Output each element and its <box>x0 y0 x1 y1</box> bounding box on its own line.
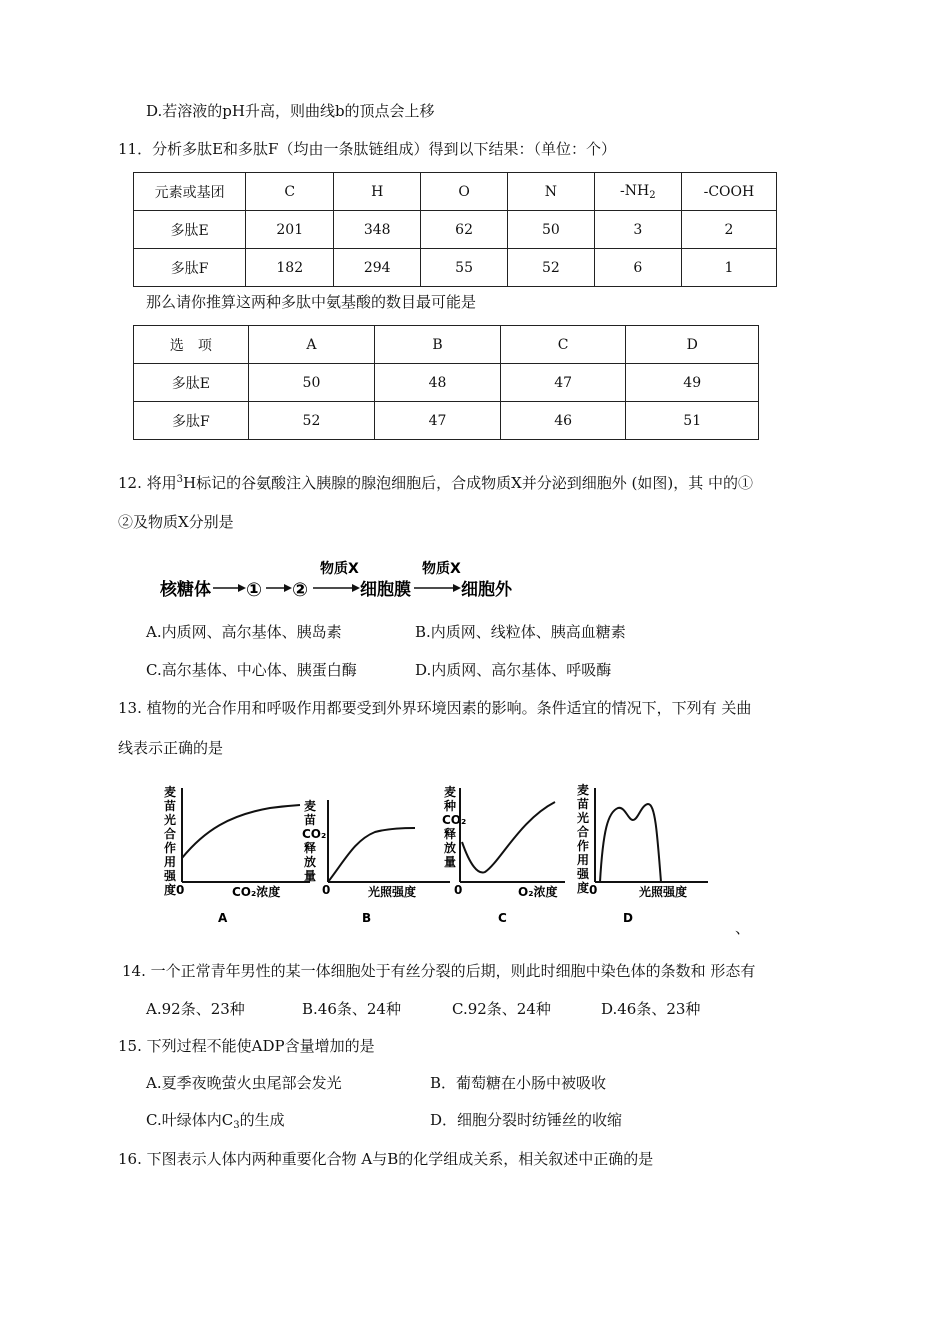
table-cell: 52 <box>507 249 594 287</box>
table-header: H <box>334 173 421 211</box>
q11-table-options <box>133 325 759 440</box>
table-row <box>134 173 777 211</box>
q15-option-a: A.夏季夜晚萤火虫尾部会发光 <box>146 1074 342 1092</box>
graph-curve <box>462 802 555 873</box>
q12-option-b: B.内质网、线粒体、胰高血糖素 <box>415 623 626 641</box>
table-cell: 6 <box>594 249 681 287</box>
graph-ylabel-char: 用 <box>164 855 177 869</box>
table-cell: 50 <box>507 211 594 249</box>
graph-ylabel-char: 麦 <box>444 785 457 799</box>
graph-origin: 0 <box>589 883 598 897</box>
graph-ylabel-char: 放 <box>444 841 457 855</box>
q14-stem: 14. 一个正常青年男性的某一体细胞处于有丝分裂的后期，则此时细胞中染色体的条数和 形态有 <box>122 962 756 980</box>
q11-stem: 11．分析多肽E和多肽F（均由一条肽链组成）得到以下结果：（单位：个） <box>118 140 616 158</box>
q15-option-c <box>146 1110 285 1136</box>
graph-ylabel-char: 苗 <box>577 797 590 811</box>
table-cell: 348 <box>334 211 421 249</box>
table-cell: 多肽E <box>134 364 249 402</box>
q11-prompt: 那么请你推算这两种多肽中氨基酸的数目最可能是 <box>146 293 477 311</box>
q12-option-a: A.内质网、高尔基体、胰岛素 <box>146 623 342 641</box>
table-row <box>134 364 759 402</box>
table-header: D <box>626 326 759 364</box>
table-cell: 62 <box>421 211 508 249</box>
flow-node-1: ① <box>246 579 263 601</box>
graph-ylabel-char: 麦 <box>304 799 317 813</box>
q13-stem: 13. 植物的光合作用和呼吸作用都要受到外界环境因素的影响。条件适宜的情况下，下列有 关曲 <box>118 699 752 717</box>
q15-option-b: B．葡萄糖在小肠中被吸收 <box>430 1074 607 1092</box>
table-cell: 50 <box>248 364 375 402</box>
q14-option-b: B.46条、24种 <box>302 1000 401 1018</box>
q12-option-d: D.内质网、高尔基体、呼吸酶 <box>415 661 612 679</box>
table-header: -COOH <box>681 173 776 211</box>
graph-xlabel: 光照强度 <box>368 885 417 899</box>
table-cell: 2 <box>681 211 776 249</box>
graph-ylabel-char: 作 <box>577 839 590 853</box>
graph-ylabel-char: 释 <box>304 841 317 855</box>
table-cell: 48 <box>375 364 501 402</box>
graph-letter: D <box>623 911 633 925</box>
graph-ylabel-char: 量 <box>444 855 457 869</box>
flow-node-outside: 细胞外 <box>461 580 512 600</box>
table-cell: 46 <box>500 402 626 440</box>
table-header: O <box>421 173 508 211</box>
table-cell: 多肽E <box>134 211 246 249</box>
table-header: 选 项 <box>134 326 249 364</box>
q15-stem: 15. 下列过程不能使ADP含量增加的是 <box>118 1037 375 1055</box>
table-cell: 51 <box>626 402 759 440</box>
graph-ylabel-char: 合 <box>577 825 590 839</box>
flow-arrowhead <box>284 584 292 592</box>
graph-ylabel-char: 麦 <box>164 785 177 799</box>
q10-option-d: D.若溶液的pH升高，则曲线b的顶点会上移 <box>146 102 435 120</box>
q13-trail-mark: 、 <box>735 919 751 937</box>
table-cell: 49 <box>626 364 759 402</box>
table-row <box>134 211 777 249</box>
q12-stem-sup: 3 <box>176 474 183 485</box>
table-cell: 多肽F <box>134 249 246 287</box>
table-cell: 3 <box>594 211 681 249</box>
graph-ylabel-char: 光 <box>164 813 177 827</box>
graph-ylabel-char: 苗 <box>164 799 177 813</box>
graph-ylabel-char: 麦 <box>577 783 590 797</box>
flow-arrow-label: 物质X <box>320 561 359 577</box>
graph-ylabel <box>442 784 466 869</box>
q12-stem-line2: ②及物质X分别是 <box>118 513 234 531</box>
graph-ylabel-char: CO₂ <box>302 827 327 841</box>
table-header: C <box>246 173 334 211</box>
q12-stem-part: H标记的谷氨酸注入胰腺的腺泡细胞后，合成物质X并分泌到细胞外 (如图)，其 中的① <box>183 474 754 492</box>
graph-ylabel-char: 光 <box>577 811 590 825</box>
table-cell: 52 <box>248 402 375 440</box>
table-row <box>134 326 759 364</box>
q13-stem-line2: 线表示正确的是 <box>118 739 224 757</box>
graph-letter: B <box>362 911 372 925</box>
graph-ylabel-char: 合 <box>164 827 177 841</box>
graph-ylabel <box>302 798 326 883</box>
table-header: C <box>500 326 626 364</box>
table-cell: 多肽F <box>134 402 249 440</box>
graph-ylabel-char: CO₂ <box>442 813 467 827</box>
q15-option-c-part: C.叶绿体内C <box>146 1111 234 1129</box>
q15-option-c-sub: 3 <box>233 1120 240 1131</box>
graph-curve <box>328 828 415 882</box>
q13-graph-d <box>573 780 733 930</box>
table-header: $-NH_2$ <box>594 173 681 211</box>
graph-letter: A <box>218 911 228 925</box>
table-cell: 47 <box>500 364 626 402</box>
graph-ylabel-char: 苗 <box>304 813 317 827</box>
graph-curve <box>600 804 661 882</box>
flow-node-2: ② <box>292 579 309 601</box>
table-cell: 55 <box>421 249 508 287</box>
graph-ylabel-char: 用 <box>577 853 590 867</box>
graph-ylabel <box>576 782 590 895</box>
q12-option-c: C.高尔基体、中心体、胰蛋白酶 <box>146 661 357 679</box>
table-cell: 182 <box>246 249 334 287</box>
q15-option-d: D．细胞分裂时纺锤丝的收缩 <box>430 1111 623 1129</box>
graph-ylabel-char: 强 <box>577 867 590 881</box>
graph-ylabel-char: 释 <box>444 827 457 841</box>
q12-stem-part: 12. 将用 <box>118 474 177 492</box>
graph-letter: C <box>498 911 507 925</box>
q14-option-c: C.92条、24种 <box>452 1000 551 1018</box>
q14-option-a: A.92条、23种 <box>146 1000 245 1018</box>
q13-graph-b <box>300 780 463 930</box>
flow-node-membrane: 细胞膜 <box>360 580 411 600</box>
table-header: B <box>375 326 501 364</box>
flow-arrowhead <box>238 584 246 592</box>
table-header: A <box>248 326 375 364</box>
graph-ylabel-char: 量 <box>304 869 317 883</box>
table-header: 元素或基团 <box>134 173 246 211</box>
graph-ylabel-char: 强 <box>164 869 177 883</box>
flow-node-ribosome: 核糖体 <box>160 580 211 600</box>
q14-option-d: D.46条、23种 <box>601 1000 701 1018</box>
q11-table-elements <box>133 172 777 287</box>
q15-option-c-part: 的生成 <box>239 1111 285 1129</box>
table-row <box>134 402 759 440</box>
graph-xlabel: O₂浓度 <box>518 885 558 899</box>
table-cell: 1 <box>681 249 776 287</box>
q12-stem <box>118 470 753 493</box>
graph-ylabel-char: 度 <box>577 881 590 895</box>
graph-xlabel: 光照强度 <box>639 885 688 899</box>
graph-origin: 0 <box>322 883 331 897</box>
flow-arrowhead <box>352 584 360 592</box>
graph-xlabel: CO₂浓度 <box>232 885 281 899</box>
graph-ylabel-char: 放 <box>304 855 317 869</box>
table-cell: 294 <box>334 249 421 287</box>
graph-ylabel <box>163 784 177 897</box>
graph-ylabel-char: 度 <box>164 883 177 897</box>
graph-ylabel-char: 作 <box>164 841 177 855</box>
table-cell: 47 <box>375 402 501 440</box>
q13-graph-a <box>160 780 320 930</box>
q16-stem: 16. 下图表示人体内两种重要化合物 A与B的化学组成关系，相关叙述中正确的是 <box>118 1150 654 1168</box>
table-row <box>134 249 777 287</box>
flow-arrow-label: 物质X <box>422 561 461 577</box>
graph-curve <box>182 805 300 858</box>
table-cell: 201 <box>246 211 334 249</box>
flow-arrowhead <box>453 584 461 592</box>
table-header: N <box>507 173 594 211</box>
q12-flow-diagram <box>160 555 520 615</box>
graph-ylabel-char: 种 <box>444 799 457 813</box>
graph-origin: 0 <box>454 883 463 897</box>
graph-origin: 0 <box>176 883 185 897</box>
